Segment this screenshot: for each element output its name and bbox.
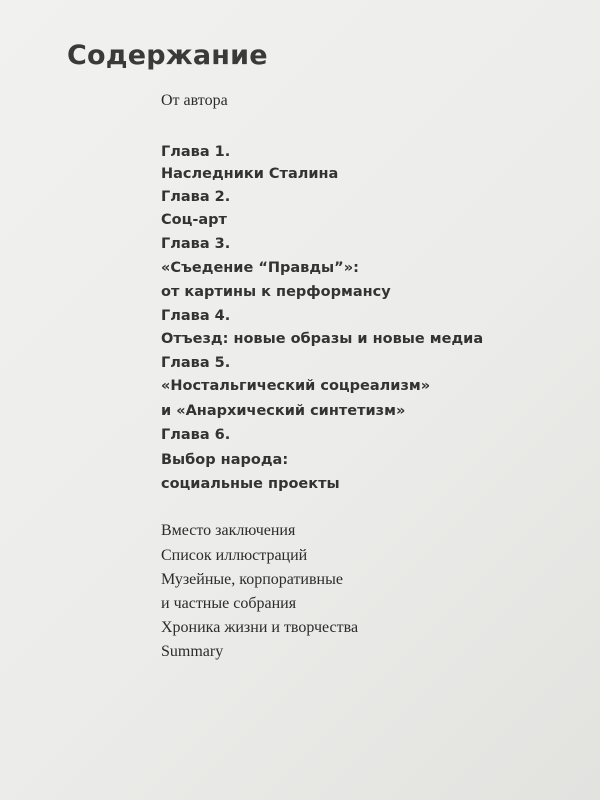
- toc-entry-title: и частные собрания: [161, 595, 297, 612]
- toc-chapter-label: Глава 3.: [161, 236, 231, 252]
- toc-chapter-label: Глава 2.: [161, 189, 231, 205]
- toc-entry-title: Summary: [161, 643, 224, 660]
- toc-entry-title: Отъезд: новые образы и новые медиа: [161, 331, 484, 347]
- toc-chapter-label: Глава 5.: [161, 355, 231, 371]
- toc-entry-title: Соц-арт: [161, 212, 227, 228]
- toc-entry-title: Выбор народа:: [161, 452, 289, 468]
- toc-entry-title: социальные проекты: [161, 476, 340, 492]
- page-title: Содержание: [67, 40, 268, 71]
- toc-chapter-label: Глава 4.: [161, 308, 231, 324]
- toc-entry-title: «Съедение “Правды”»:: [161, 260, 359, 276]
- toc-entry-title: Наследники Сталина: [161, 166, 339, 182]
- toc-entry-title: Хроника жизни и творчества: [161, 619, 359, 636]
- toc-entry-title: Список иллюстраций: [161, 547, 308, 564]
- toc-chapter-label: Глава 1.: [161, 144, 231, 160]
- toc-entry-title: «Ностальгический соцреализм»: [161, 378, 431, 394]
- toc-entry-title: Вместо заключения: [161, 522, 296, 539]
- toc-entry-title: и «Анархический синтетизм»: [161, 403, 406, 419]
- toc-entry-title: Музейные, корпоративные: [161, 571, 343, 588]
- toc-entry-title: от картины к перформансу: [161, 284, 391, 300]
- toc-entry-title: От автора: [161, 92, 228, 109]
- toc-chapter-label: Глава 6.: [161, 427, 231, 443]
